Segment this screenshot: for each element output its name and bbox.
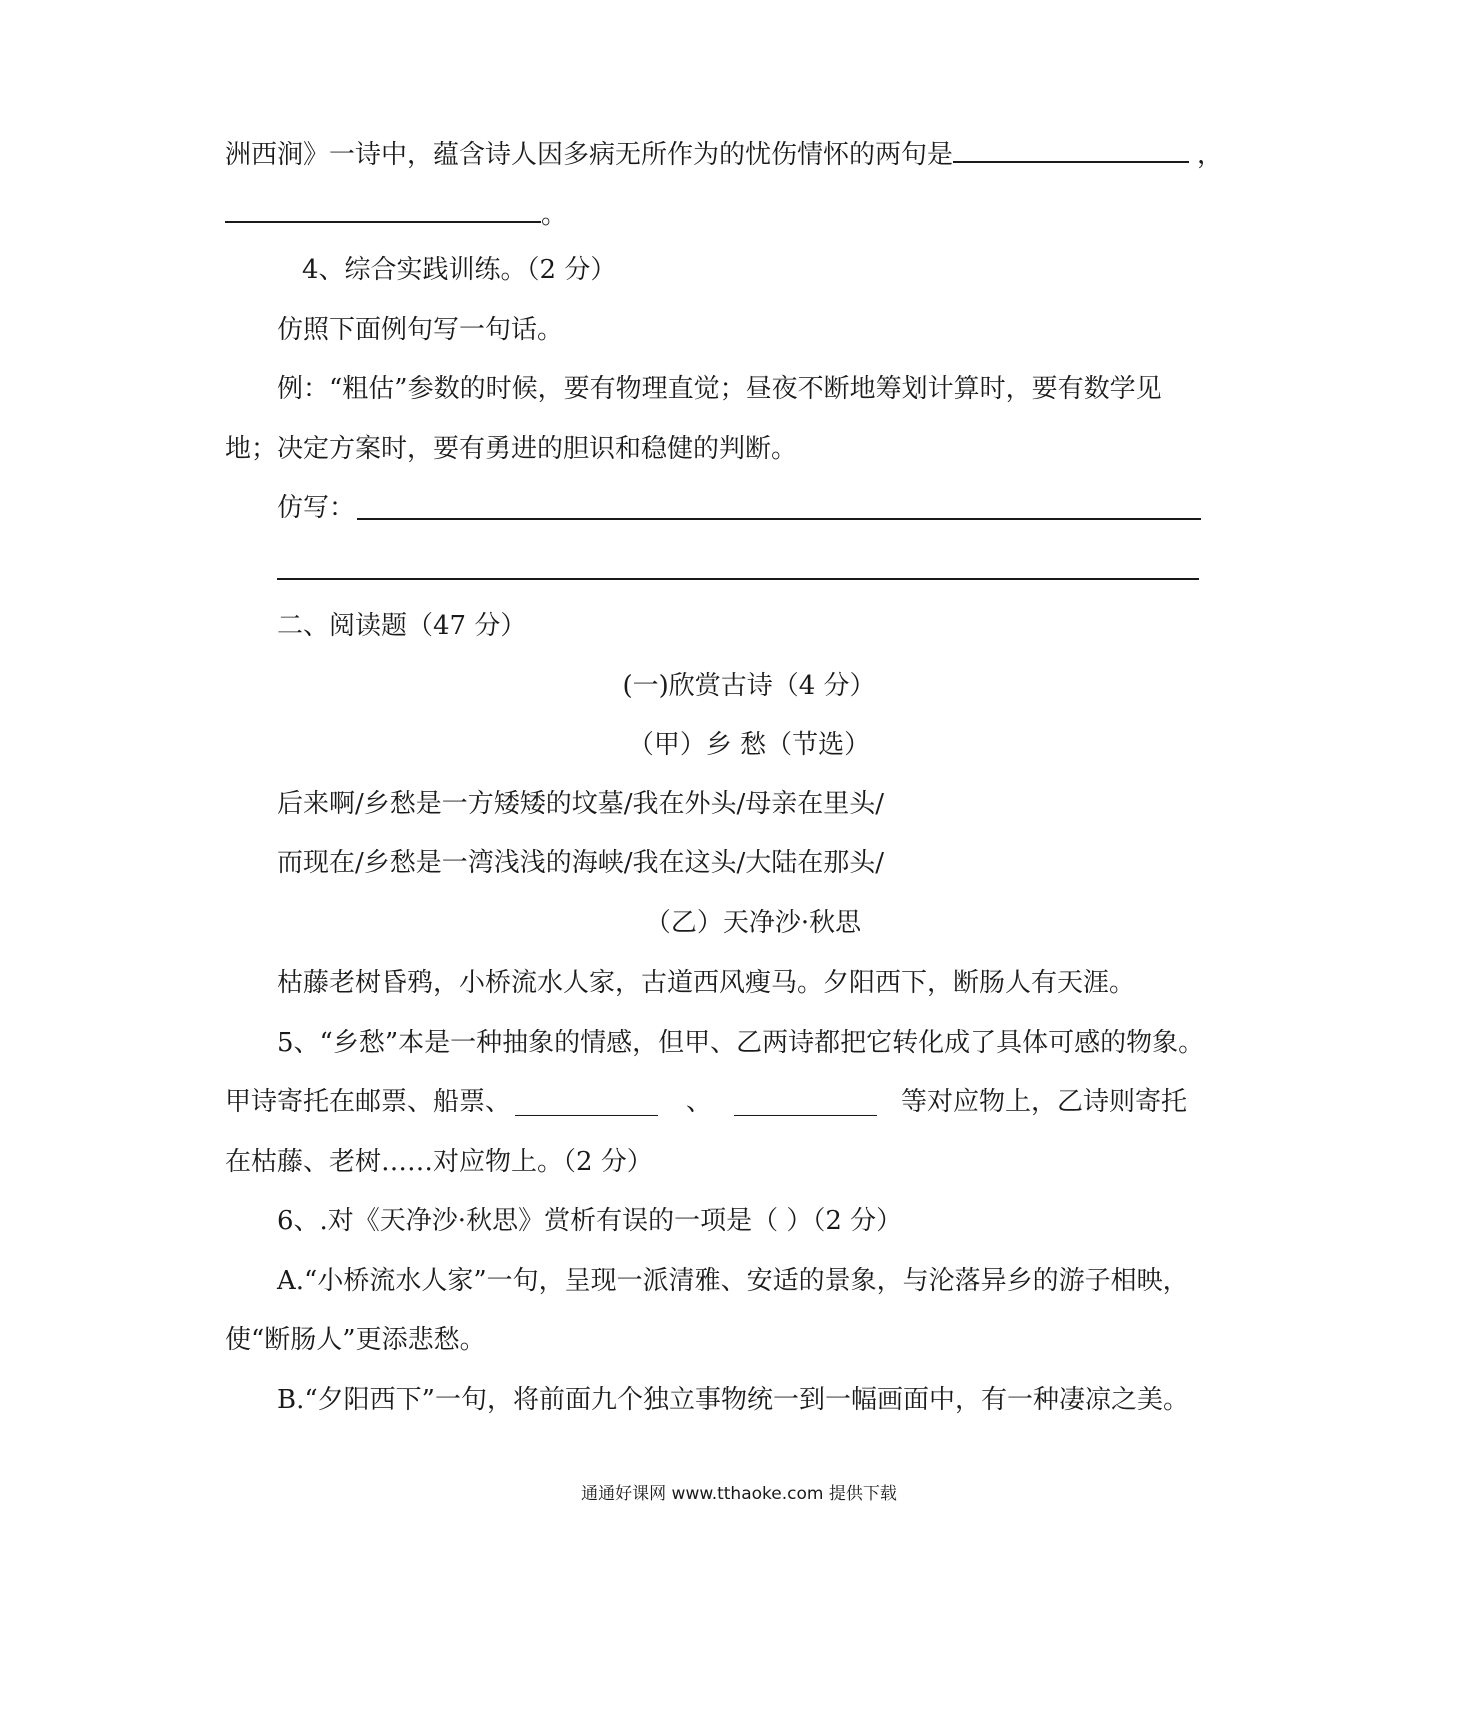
q6-option-a-line-1: A.“小桥流水人家”一句，呈现一派清雅、安适的景象，与沦落异乡的游子相映， bbox=[277, 1266, 1189, 1296]
page-footer: 通通好课网 www.tthaoke.com 提供下载 bbox=[581, 1484, 897, 1504]
poem-a-line-2: 而现在/乡愁是一湾浅浅的海峡/我在这头/大陆在那头/ bbox=[277, 848, 885, 878]
q5-blank-2: ___________ bbox=[734, 1087, 878, 1117]
q4-example-line-1: 例：“粗估”参数的时候，要有物理直觉；昼夜不断地筹划计算时，要有数学见 bbox=[277, 374, 1162, 404]
q5-line-2 bbox=[225, 1085, 1187, 1119]
poem-a-line-1: 后来啊/乡愁是一方矮矮的坟墓/我在外头/母亲在里头/ bbox=[277, 789, 885, 819]
q4-example-line-2: 地；决定方案时，要有勇进的胆识和稳健的判断。 bbox=[225, 434, 798, 464]
part1-title: (一)欣赏古诗（4 分） bbox=[622, 671, 876, 701]
q4-imitate-label: 仿写： bbox=[277, 493, 356, 523]
poem-b-text: 枯藤老树昏鸦，小桥流水人家，古道西风瘦马。夕阳西下，断肠人有天涯。 bbox=[277, 968, 1136, 998]
q4-imitate-answer-line-2 bbox=[277, 578, 1199, 580]
q3-continuation-line bbox=[225, 133, 1223, 172]
q4-title: 4、综合实践训练。（2 分） bbox=[302, 255, 617, 285]
q6-option-a-line-2: 使“断肠人”更添悲愁。 bbox=[225, 1325, 486, 1355]
q5-separator: 、 bbox=[686, 1087, 713, 1117]
q3-answer-blank-1 bbox=[953, 133, 1189, 163]
q4-imitate-answer-line-1 bbox=[357, 518, 1201, 520]
section2-title: 二、阅读题（47 分） bbox=[277, 611, 527, 641]
q6-stem: 6、.对《天净沙·秋思》赏析有误的一项是（ ）（2 分） bbox=[277, 1206, 903, 1236]
poem-a-title: （甲）乡 愁（节选） bbox=[627, 730, 871, 760]
q3-text: 洲西涧》一诗中，蕴含诗人因多病无所作为的忧伤情怀的两句是 bbox=[225, 140, 954, 170]
poem-b-title: （乙）天净沙·秋思 bbox=[644, 908, 862, 938]
q5-line-1: 5、“乡愁”本是一种抽象的情感，但甲、乙两诗都把它转化成了具体可感的物象。 bbox=[277, 1028, 1205, 1058]
q6-option-b: B.“夕阳西下”一句，将前面九个独立事物统一到一幅画面中，有一种凄凉之美。 bbox=[277, 1385, 1189, 1415]
q5-line-2-end: 等对应物上，乙诗则寄托 bbox=[901, 1087, 1188, 1117]
q3-answer-blank-2 bbox=[225, 193, 541, 223]
q4-instruction: 仿照下面例句写一句话。 bbox=[277, 315, 564, 345]
q3-second-blank-line bbox=[225, 193, 567, 232]
q3-comma: ， bbox=[1197, 140, 1224, 170]
q3-end: 。 bbox=[541, 200, 568, 230]
q5-line-2-start: 甲诗寄托在邮票、船票、 bbox=[225, 1087, 512, 1117]
q5-blank-1: ___________ bbox=[515, 1087, 659, 1117]
q5-line-3: 在枯藤、老树……对应物上。（2 分） bbox=[225, 1147, 653, 1177]
